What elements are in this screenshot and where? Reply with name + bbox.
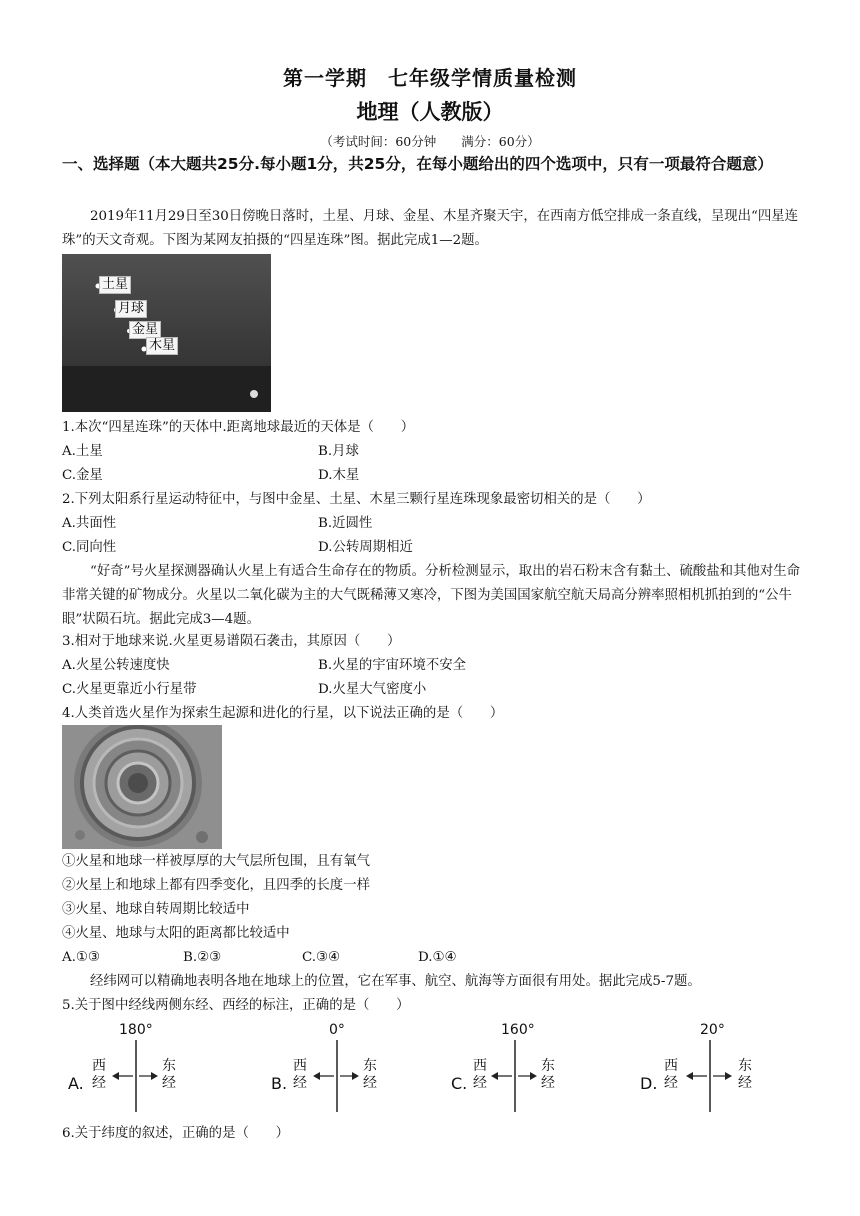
q2-option-b[interactable]: B.近圆性 bbox=[318, 516, 373, 531]
east-label-b-1: 东 bbox=[363, 1058, 377, 1074]
east-label-c-2: 经 bbox=[541, 1075, 555, 1091]
planet-label-venus: 金星 bbox=[129, 321, 161, 339]
exam-info: （考试时间：60分钟 满分：60分） bbox=[320, 134, 540, 149]
night-sky-image bbox=[62, 254, 271, 412]
west-label-b-2: 经 bbox=[293, 1075, 307, 1091]
meridian-panel-d[interactable] bbox=[638, 1020, 802, 1120]
west-label-b-1: 西 bbox=[293, 1058, 307, 1074]
question-1-stem: 1.本次“四星连珠”的天体中.距离地球最近的天体是（ ） bbox=[62, 420, 415, 435]
west-label-a-1: 西 bbox=[92, 1058, 106, 1074]
question-5-stem: 5.关于图中经线两侧东经、西经的标注，正确的是（ ） bbox=[62, 998, 410, 1013]
crater-photo bbox=[62, 725, 222, 849]
meridian-panel-c[interactable] bbox=[451, 1020, 635, 1120]
meridian-panel-b[interactable] bbox=[267, 1020, 447, 1120]
west-label-a-2: 经 bbox=[92, 1075, 106, 1091]
q3-option-a[interactable]: A.火星公转速度快 bbox=[62, 658, 170, 673]
four-planets-photo bbox=[62, 254, 271, 412]
meridian-degree-d: 20° bbox=[700, 1022, 725, 1038]
q4-statement-1: ①火星和地球一样被厚厚的大气层所包围，且有氧气 bbox=[62, 854, 370, 869]
q1-option-b[interactable]: B.月球 bbox=[318, 444, 359, 459]
page-title: 第一学期 七年级学情质量检测 bbox=[283, 66, 577, 90]
q4-statement-2: ②火星上和地球上都有四季变化，且四季的长度一样 bbox=[62, 878, 370, 893]
west-label-c-1: 西 bbox=[473, 1058, 487, 1074]
bulls-eye-crater-image bbox=[62, 725, 222, 849]
question-6-stem: 6.关于纬度的叙述，正确的是（ ） bbox=[62, 1126, 290, 1141]
page-subtitle: 地理（人教版） bbox=[356, 100, 504, 124]
q1-option-c[interactable]: C.金星 bbox=[62, 468, 103, 483]
east-label-d-1: 东 bbox=[738, 1058, 752, 1074]
east-label-d-2: 经 bbox=[738, 1075, 752, 1091]
meridian-letter-d: D. bbox=[640, 1074, 658, 1093]
q2-option-d[interactable]: D.公转周期相近 bbox=[318, 540, 413, 555]
passage-2: “好奇”号火星探测器确认火星上有适合生命存在的物质。分析检测显示，取出的岩石粉末含有黏土、硫酸盐和其他对生命非常关键的矿物成分。火星以二氧化碳为主的大气既稀薄又寒冷，下图为美国国家航空航天局高分辨率照相机抓拍到的“公牛眼”状陨石坑。据此完成3—4题。 bbox=[62, 564, 800, 627]
planet-label-saturn: 土星 bbox=[99, 276, 131, 294]
planet-label-moon: 月球 bbox=[115, 300, 147, 318]
q4-statement-3: ③火星、地球自转周期比较适中 bbox=[62, 902, 250, 917]
q4-option-b[interactable]: B.②③ bbox=[183, 950, 222, 965]
q1-option-a[interactable]: A.土星 bbox=[62, 444, 103, 459]
q4-option-a[interactable]: A.①③ bbox=[62, 950, 100, 965]
question-4-stem: 4.人类首选火星作为探索生起源和进化的行星，以下说法正确的是（ ） bbox=[62, 706, 504, 721]
meridian-letter-b: B. bbox=[271, 1074, 288, 1093]
east-label-b-2: 经 bbox=[363, 1075, 377, 1091]
passage-1: 2019年11月29日至30日傍晚日落时，土星、月球、金星、木星齐聚天宇，在西南方低空排成一条直线，呈现出“四星连珠”的天文奇观。下图为某网友拍摄的“四星连珠”图。据此完成1—2题。 bbox=[62, 209, 799, 248]
section-title: 一、选择题（本大题共25分.每小题1分，共25分，在每小题给出的四个选项中，只有一项最符合题意） bbox=[62, 155, 773, 173]
q2-option-a[interactable]: A.共面性 bbox=[62, 516, 117, 531]
meridian-diagram bbox=[62, 1020, 802, 1120]
west-label-d-2: 经 bbox=[664, 1075, 678, 1091]
east-label-c-1: 东 bbox=[541, 1058, 555, 1074]
q4-option-c[interactable]: C.③④ bbox=[302, 950, 341, 965]
meridian-letter-a: A. bbox=[68, 1074, 84, 1093]
meridian-panel-a[interactable] bbox=[62, 1020, 242, 1120]
q4-statement-4: ④火星、地球与太阳的距离都比较适中 bbox=[62, 926, 290, 941]
meridian-degree-b: 0° bbox=[329, 1022, 345, 1038]
east-label-a-2: 经 bbox=[162, 1075, 176, 1091]
passage-3: 经纬网可以精确地表明各地在地球上的位置，它在军事、航空、航海等方面很有用处。据此完成5-7题。 bbox=[90, 974, 701, 989]
planet-label-jupiter: 木星 bbox=[146, 337, 178, 355]
meridian-letter-c: C. bbox=[451, 1074, 468, 1093]
q3-option-c[interactable]: C.火星更靠近小行星带 bbox=[62, 682, 197, 697]
meridian-degree-a: 180° bbox=[119, 1022, 153, 1038]
q1-option-d[interactable]: D.木星 bbox=[318, 468, 360, 483]
q2-option-c[interactable]: C.同向性 bbox=[62, 540, 117, 555]
q4-option-d[interactable]: D.①④ bbox=[418, 950, 457, 965]
q3-option-d[interactable]: D.火星大气密度小 bbox=[318, 682, 427, 697]
question-2-stem: 2.下列太阳系行星运动特征中，与图中金星、土星、木星三颗行星连珠现象最密切相关的是（ ） bbox=[62, 492, 651, 507]
q3-option-b[interactable]: B.火星的宇宙环境不安全 bbox=[318, 658, 467, 673]
west-label-c-2: 经 bbox=[473, 1075, 487, 1091]
east-label-a-1: 东 bbox=[162, 1058, 176, 1074]
west-label-d-1: 西 bbox=[664, 1058, 678, 1074]
question-3-stem: 3.相对于地球来说.火星更易谱陨石袭击，其原因（ ） bbox=[62, 634, 401, 649]
meridian-degree-c: 160° bbox=[501, 1022, 535, 1038]
